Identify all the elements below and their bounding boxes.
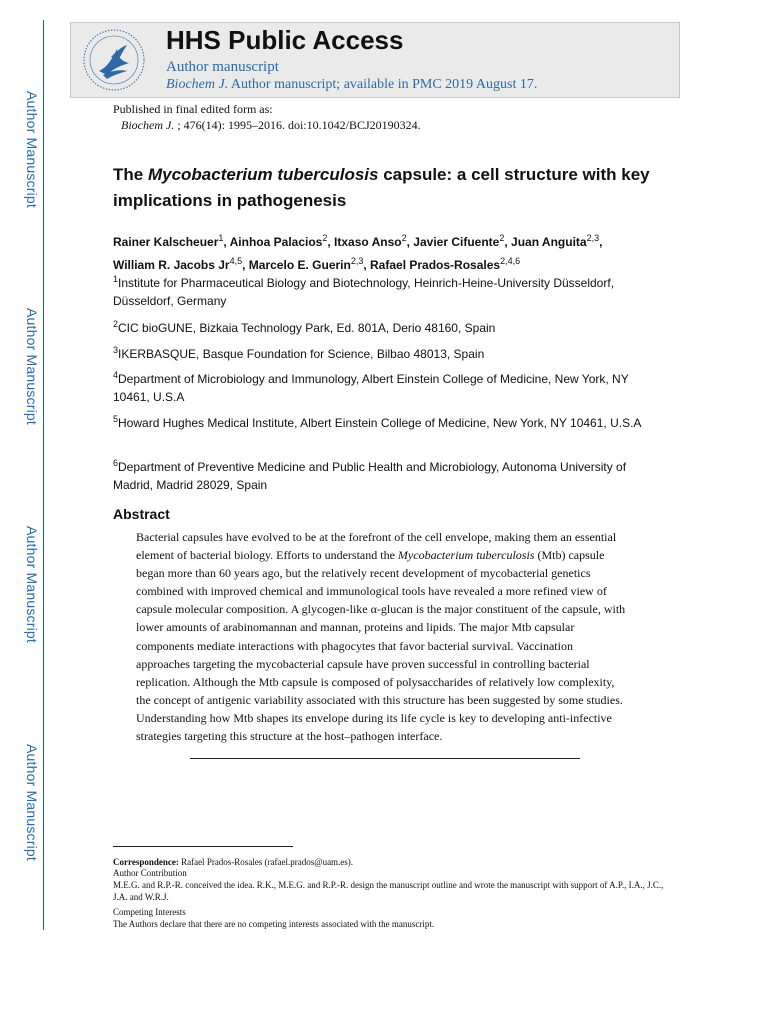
banner-availability (166, 77, 537, 93)
affiliation-text: Department of Preventive Medicine and Public Health and Microbiology, Autonoma University of Madrid, Madrid 28029, Spain (113, 460, 627, 492)
banner-journal: Biochem J. (166, 77, 229, 92)
banner-subtitle: Author manuscript (166, 59, 279, 75)
published-label: Published in final edited form as: (113, 102, 273, 116)
author-affiliation-marker: 1 (218, 233, 224, 243)
abstract-text: (Mtb) capsule began more than 60 years ago, but the relatively recent development of mycobacterial genetics combined with improved chemical and immunological tools have revealed a more refined view of capsule molecular composition. A glycogen-like α-glucan is the major constituent of the capsule, with lower amounts of arabinomannan and mannan, proteins and lipids. The major Mtb capsular components mediate interactions with phagocytes that favor bacterial survival. Vaccination approaches targeting the mycobacterial capsule have proven successful in controlling bacterial replication. Although the Mtb capsule is composed of polysaccharides of relatively low complexity, the concept of antigenic variability associated with this structure has been suggested by some studies. Understanding how Mtb shapes its envelope during its life cycle is key to developing anti-infective strategies targeting this structure at the host–pathogen interface. (136, 548, 626, 744)
author-name: Marcelo E. Guerin (248, 258, 351, 272)
title-prefix: The (113, 165, 148, 184)
author-affiliation-marker: 2 (401, 233, 407, 243)
competing-interests-text: The Authors declare that there are no competing interests associated with the manuscript. (113, 919, 435, 929)
author-name: William R. Jacobs Jr (113, 258, 230, 272)
abstract-text: Bacterial capsules have evolved to be at the forefront of the cell envelope, making them an essential element of bacterial biology. Efforts to understand the (136, 530, 617, 563)
competing-interests-label: Competing Interests (113, 907, 186, 917)
author-name: Rafael Prados-Rosales (370, 258, 501, 272)
author-name: Javier Cifuente (413, 235, 500, 249)
affiliation-number: 5 (113, 414, 119, 424)
abstract-divider (190, 758, 580, 759)
abstract-body (136, 528, 628, 745)
affiliation-text: Institute for Pharmaceutical Biology and Biotechnology, Heinrich-Heine-University Düsseldorf, Düsseldorf, Germany (113, 276, 615, 308)
contribution-label: Author Contribution (113, 868, 187, 878)
published-citation-text: ; 476(14): 1995–2016. doi:10.1042/BCJ20190324. (174, 118, 421, 132)
affiliation (113, 341, 658, 363)
rail-label: Author Manuscript (24, 308, 40, 426)
author-name: Ainhoa Palacios (229, 235, 323, 249)
rail-label: Author Manuscript (24, 744, 40, 862)
rail-label: Author Manuscript (24, 526, 40, 644)
banner-availability-text: Author manuscript; available in PMC 2019 August 17. (228, 77, 538, 92)
author-name: Itxaso Anso (334, 235, 402, 249)
affiliation-text: CIC bioGUNE, Bizkaia Technology Park, Ed. 801A, Derio 48160, Spain (118, 321, 496, 335)
abstract-organism: Mycobacterium tuberculosis (397, 548, 535, 563)
paper-title (113, 162, 673, 214)
hhs-eagle-logo-icon (81, 27, 147, 93)
footnote-divider (113, 846, 293, 847)
affiliation-text: IKERBASQUE, Basque Foundation for Science, Bilbao 48013, Spain (118, 347, 485, 361)
contribution-text: M.E.G. and R.P.-R. conceived the idea. R.K., M.E.G. and R.P.-R. design the manuscript outline and wrote the manuscript with support of A.P., I.A., J.C., J.A. and W.R.J. (113, 880, 664, 902)
affiliation-text: Howard Hughes Medical Institute, Albert Einstein College of Medicine, New York, NY 10461, U.S.A (118, 416, 642, 430)
correspondence-label: Correspondence: (113, 857, 179, 867)
affiliation (113, 315, 658, 337)
author-name: Juan Anguita (511, 235, 587, 249)
title-organism: Mycobacterium tuberculosis (147, 165, 379, 184)
affiliation-number: 3 (113, 345, 119, 355)
author-name: Rainer Kalscheuer (113, 235, 219, 249)
affiliation-number: 1 (113, 274, 119, 284)
author-affiliation-marker: 4,5 (229, 256, 243, 266)
margin-rule (43, 20, 44, 930)
published-journal: Biochem J. (121, 118, 175, 132)
affiliation (113, 410, 658, 432)
author-affiliation-marker: 2,4,6 (500, 256, 521, 266)
affiliation-text: Department of Microbiology and Immunology, Albert Einstein College of Medicine, New York, NY 10461, U.S.A (113, 372, 629, 404)
affiliation-number: 4 (113, 370, 119, 380)
author-affiliation-marker: 2,3 (350, 256, 364, 266)
author-affiliation-marker: 2,3 (586, 233, 600, 243)
correspondence-text: Rafael Prados-Rosales (rafael.prados@uam.es). (178, 857, 354, 867)
affiliation (113, 454, 658, 494)
published-info (113, 101, 421, 133)
author-affiliation-marker: 2 (322, 233, 328, 243)
author-list: Rainer Kalscheuer$^1$, Ainhoa Palacios$^2$, Itxaso Anso$^2$, Javier Cifuente$^2$, Juan Anguita$^{2,3}$, William R. Jacobs Jr$^{4,5}$, Marcelo E. Guerin$^{2,3}$, Rafael Prados-Rosales$^{2,4,6}$ (113, 233, 603, 272)
author-affiliation-marker: 2 (499, 233, 505, 243)
affiliation-number: 2 (113, 319, 119, 329)
abstract-heading: Abstract (113, 506, 170, 522)
affiliation (113, 270, 658, 310)
banner-title: HHS Public Access (166, 25, 404, 55)
published-citation (113, 117, 421, 133)
title-suffix: capsule: a cell structure with key implications in pathogenesis (113, 165, 650, 210)
hhs-banner (70, 22, 680, 98)
affiliation (113, 366, 658, 406)
affiliation-number: 6 (113, 458, 119, 468)
rail-label: Author Manuscript (24, 91, 40, 209)
